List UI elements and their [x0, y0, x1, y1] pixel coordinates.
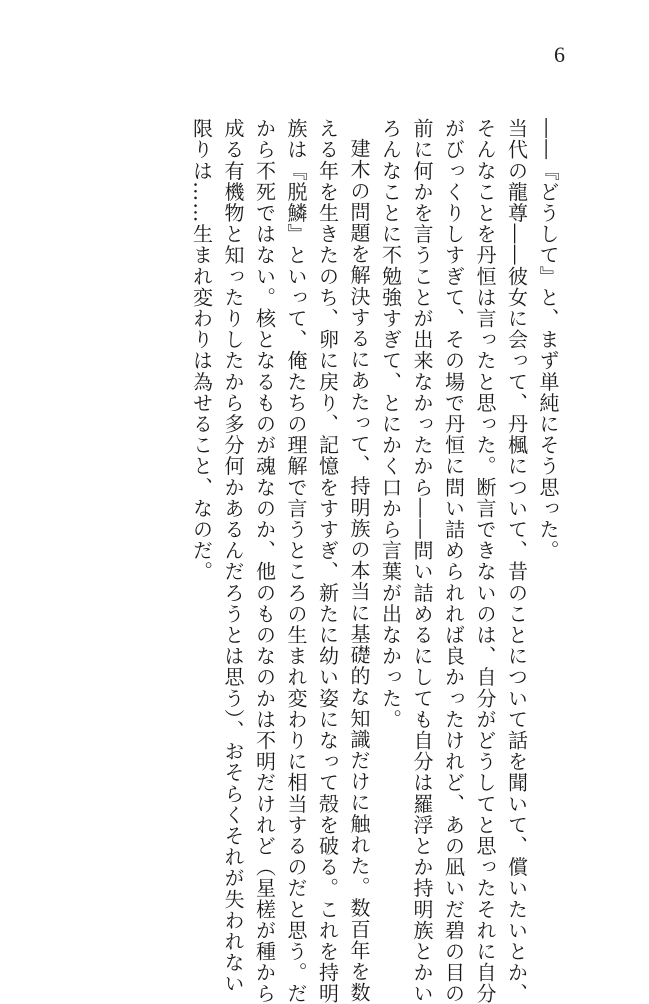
- text-line: ――『どうして』と、まず単純にそう思った。: [536, 118, 560, 562]
- text-line: 建木の問題を解決するにあたって、持明族の本当に基礎的な知識だけに触れた。数百年を数: [347, 138, 371, 1004]
- text-line: 族は『脱鱗』といって、俺たちの理解で言うところの生まれ変わりに相当するのだと思う。だ: [284, 118, 308, 1004]
- text-line: 前に何かを言うことが出来なかったから――問い詰めるにしても自分は羅浮とか持明族とかい: [410, 118, 434, 1004]
- text-line: 成る有機物と知ったりしたから多分何かあるんだろうとは思う）、おそらくそれが失われない: [221, 118, 245, 995]
- text-line: がびっくりしすぎて、その場で丹恒に問い詰められれば良かったけれど、あの凪いだ碧の目の: [441, 118, 466, 1004]
- page-number: 6: [554, 42, 565, 67]
- text-line: 限りは……生まれ変わりは為せること、なのだ。: [189, 118, 214, 583]
- text-line: 当代の龍尊――彼女に会って、丹楓について、昔のことについて話を聞いて、償いたいとか、: [504, 118, 529, 1004]
- vertical-text-body: [73, 118, 563, 1004]
- text-line: そんなことを丹恒は言ったと思った。断言できないのは、自分がどうしてと思ったそれに自分: [473, 118, 497, 1004]
- text-line: える年を生きたのち、卵に戻り、記憶をすすぎ、新たに幼い姿になって殻を破る。これを持明: [315, 118, 340, 1004]
- text-line: から不死ではない。核となるものが魂なのか、他のものなのかは不明だけれど（星槎が種から: [252, 118, 277, 1004]
- text-line: ろんなことに不勉強すぎて、とにかく口から言葉が出なかった。: [378, 118, 403, 730]
